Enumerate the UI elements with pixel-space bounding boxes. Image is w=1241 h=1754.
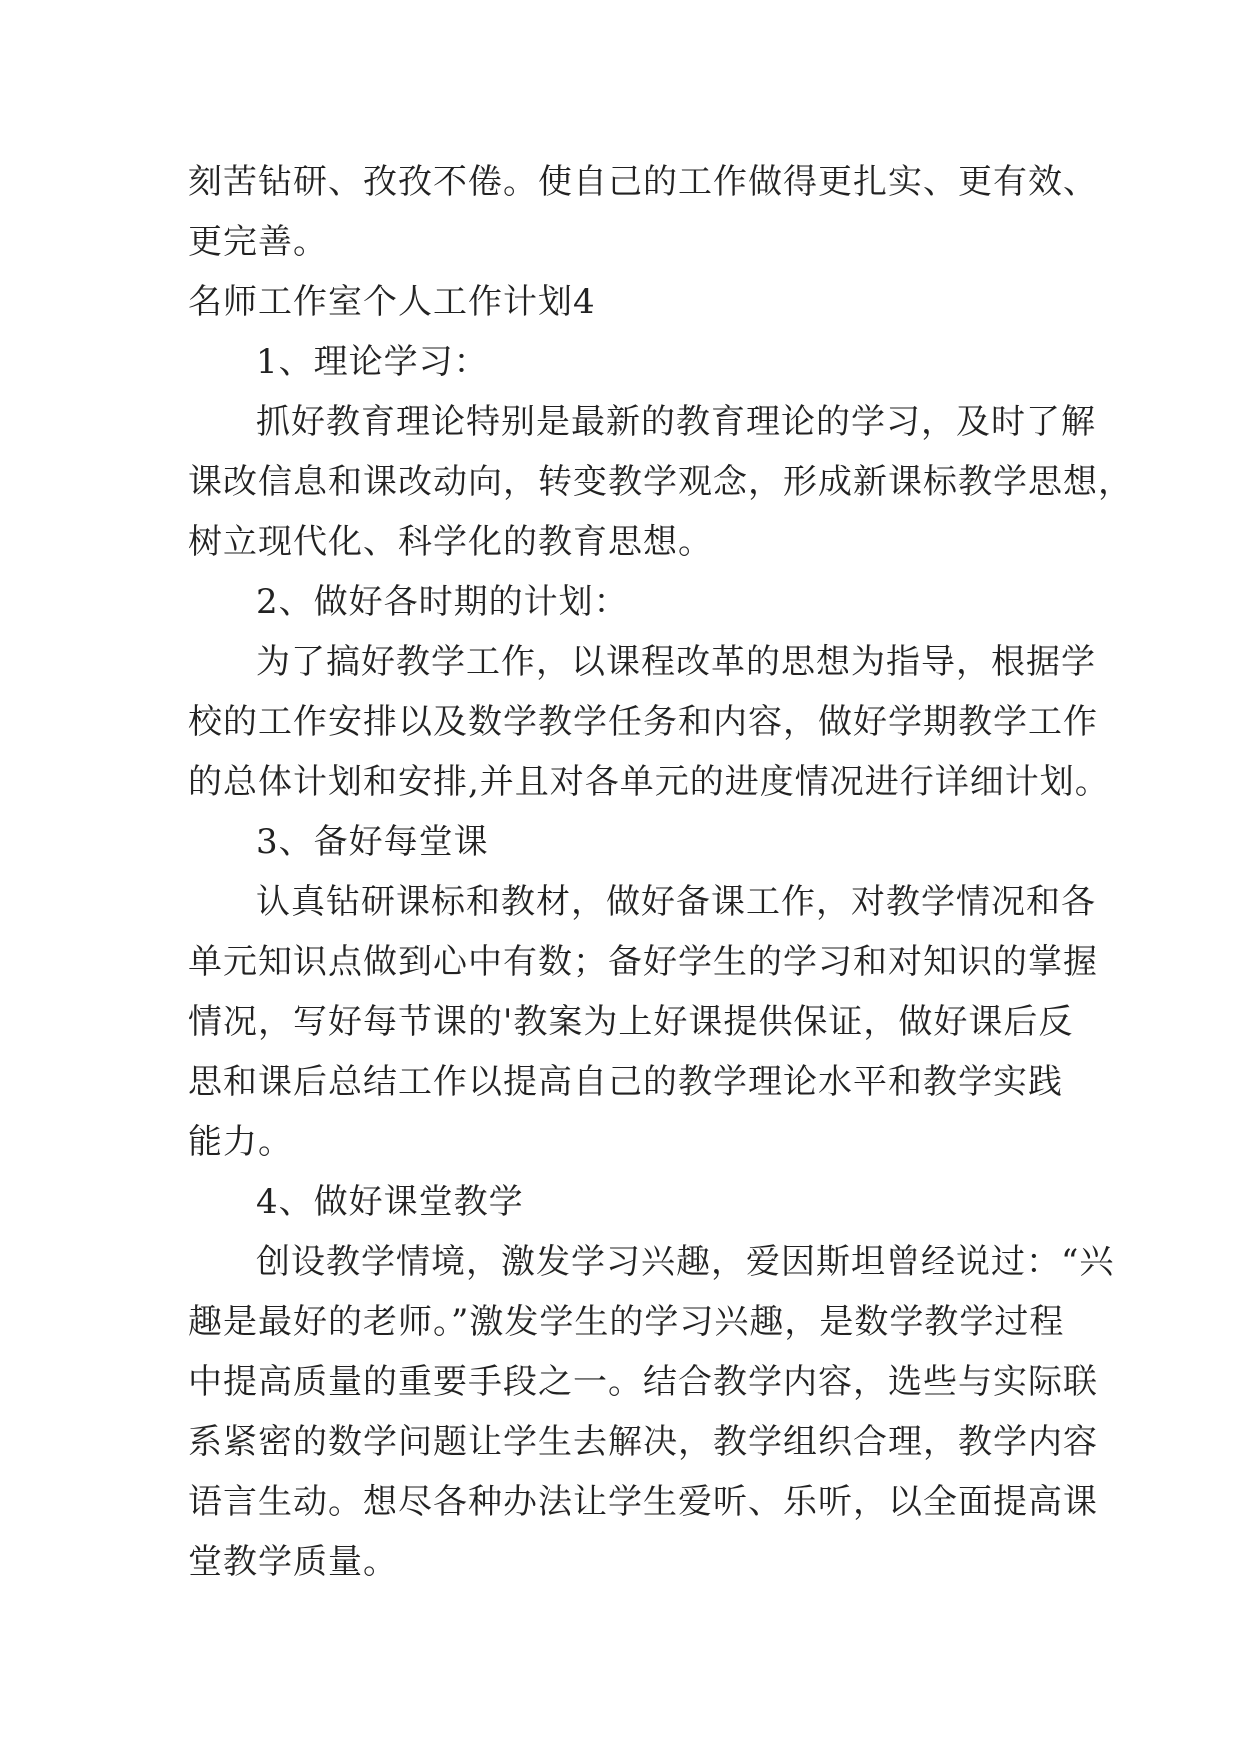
paragraph-line: 认真钻研课标和教材，做好备课工作，对教学情况和各 (256, 882, 1096, 922)
item-body-1 (188, 392, 1133, 572)
paragraph-line: 更完善。 (188, 222, 328, 262)
continued-paragraph (188, 152, 1098, 272)
item-body-3 (188, 872, 1098, 1172)
item-body-2 (188, 632, 1110, 812)
paragraph-line: 刻苦钻研、孜孜不倦。使自己的工作做得更扎实、更有效、 (188, 162, 1098, 202)
item-body-4 (188, 1232, 1115, 1592)
paragraph-line: 树立现代化、科学化的教育思想。 (188, 522, 713, 562)
paragraph-line: 课改信息和课改动向，转变教学观念，形成新课标教学思想， (188, 462, 1133, 502)
paragraph-line: 能力。 (188, 1122, 293, 1162)
paragraph-line: 校的工作安排以及数学教学任务和内容，做好学期教学工作 (188, 702, 1098, 742)
paragraph-line: 创设教学情境，激发学习兴趣，爱因斯坦曾经说过：“兴 (256, 1242, 1115, 1282)
section-title: 名师工作室个人工作计划4 (188, 282, 596, 322)
item-heading-1: 1、理论学习： (256, 342, 489, 382)
paragraph-line: 中提高质量的重要手段之一。结合教学内容，选些与实际联 (188, 1362, 1098, 1402)
paragraph-line: 思和课后总结工作以提高自己的教学理论水平和教学实践 (188, 1062, 1063, 1102)
item-heading-2: 2、做好各时期的计划： (256, 582, 629, 622)
paragraph-line: 情况，写好每节课的'教案为上好课提供保证，做好课后反 (188, 1002, 1074, 1042)
item-heading-4: 4、做好课堂教学 (256, 1182, 524, 1222)
paragraph-line: 为了搞好教学工作，以课程改革的思想为指导，根据学 (256, 642, 1096, 682)
paragraph-line: 趣是最好的老师。”激发学生的学习兴趣，是数学教学过程 (188, 1302, 1065, 1342)
paragraph-line: 抓好教育理论特别是最新的教育理论的学习，及时了解 (256, 402, 1096, 442)
paragraph-line: 语言生动。想尽各种办法让学生爱听、乐听，以全面提高课 (188, 1482, 1098, 1522)
paragraph-line: 的总体计划和安排,并且对各单元的进度情况进行详细计划。 (188, 762, 1110, 802)
document-body (188, 152, 1133, 1592)
item-heading-3: 3、备好每堂课 (256, 822, 489, 862)
paragraph-line: 堂教学质量。 (188, 1542, 398, 1582)
paragraph-line: 系紧密的数学问题让学生去解决，教学组织合理，教学内容 (188, 1422, 1098, 1462)
paragraph-line: 单元知识点做到心中有数；备好学生的学习和对知识的掌握 (188, 942, 1098, 982)
